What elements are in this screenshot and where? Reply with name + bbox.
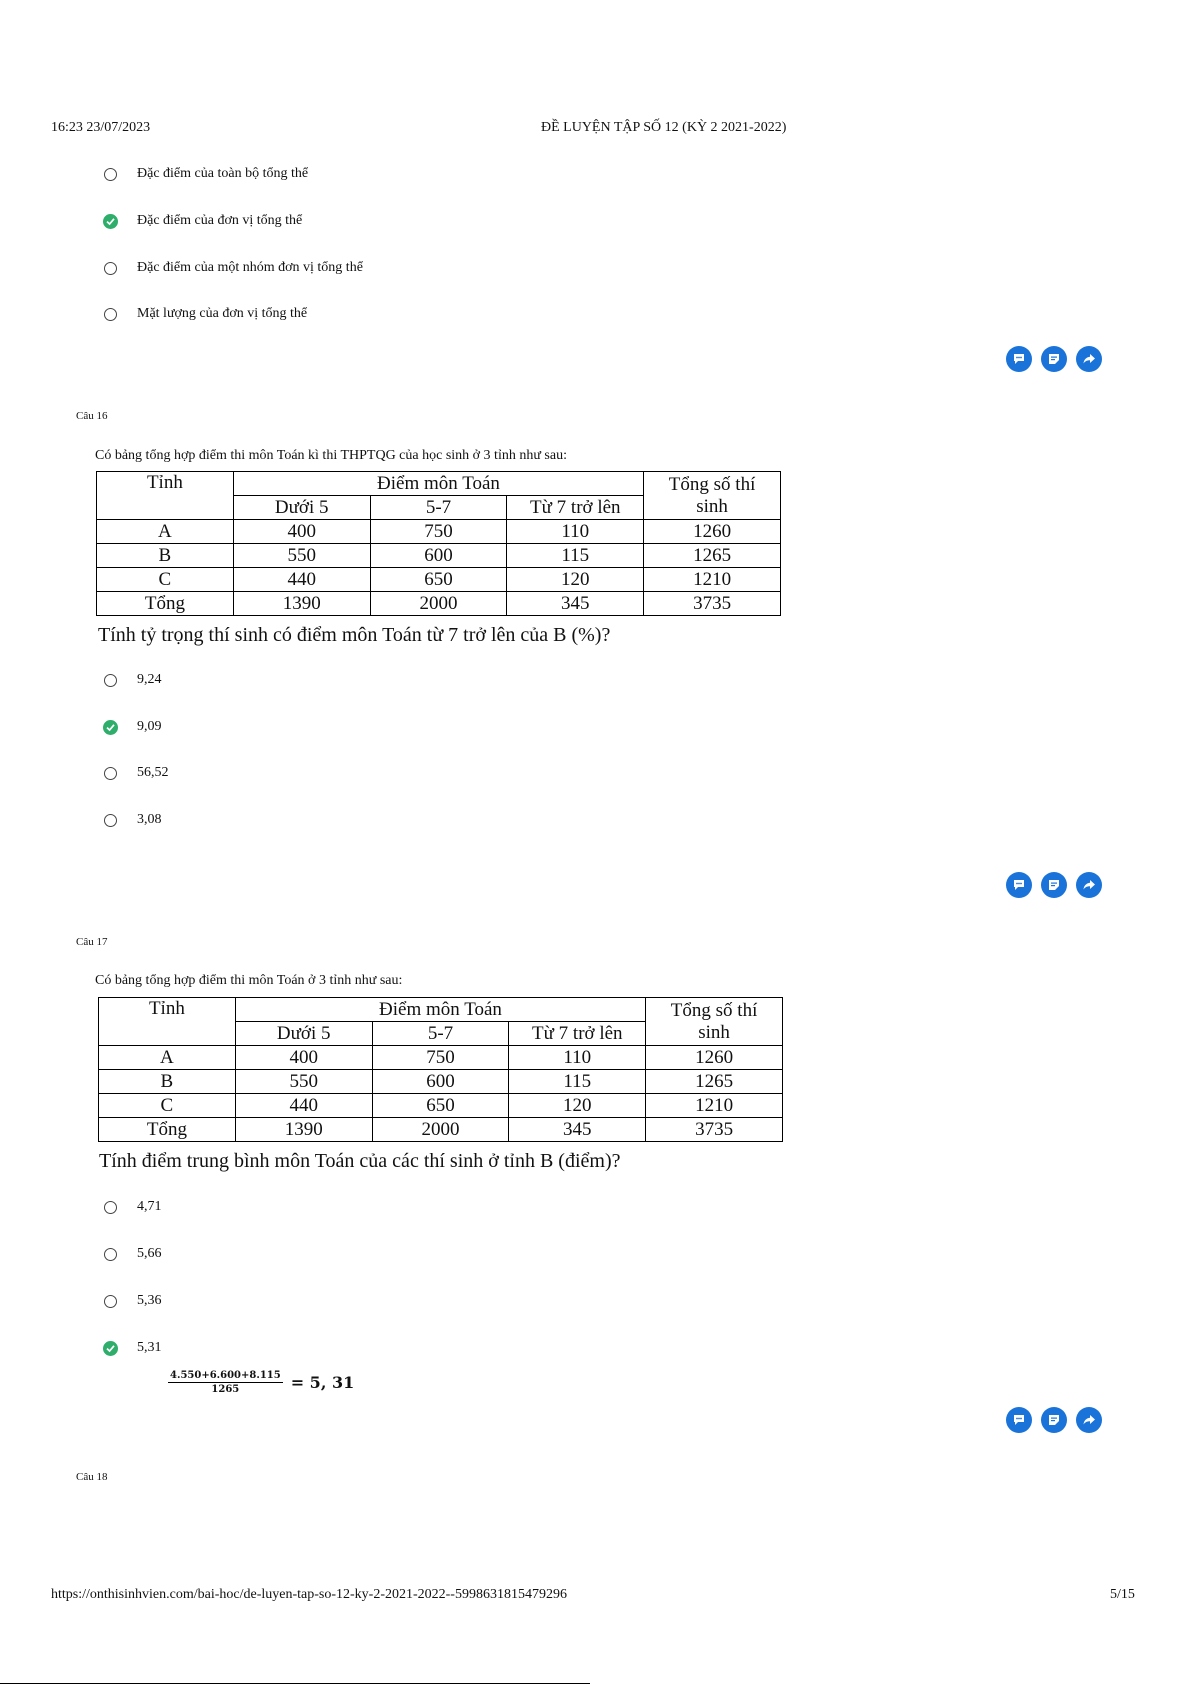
cell: 1210	[646, 1094, 783, 1118]
radio-icon[interactable]	[104, 1201, 117, 1214]
header-7plus: Từ 7 trở lên	[507, 496, 644, 520]
cell: 110	[507, 520, 644, 544]
answer-explanation	[168, 1370, 354, 1395]
print-datetime: 16:23 23/07/2023	[51, 120, 151, 135]
radio-icon[interactable]	[104, 308, 117, 321]
cell: 400	[235, 1046, 372, 1070]
share-icon	[1082, 352, 1096, 366]
header-5-7: 5-7	[370, 496, 507, 520]
option-label: 5,31	[137, 1340, 162, 1355]
cell: C	[99, 1094, 236, 1118]
q17-option-4[interactable]	[104, 1337, 162, 1359]
cell: C	[97, 568, 234, 592]
cell: 1265	[644, 544, 781, 568]
q16-option-2[interactable]	[104, 716, 162, 738]
cell: 1210	[644, 568, 781, 592]
table-row	[97, 520, 781, 544]
question-label: Câu 18	[76, 1471, 108, 1483]
cell: 345	[509, 1118, 646, 1142]
header-total-line1: Tổng số thí	[668, 473, 756, 495]
cell: 600	[372, 1070, 509, 1094]
q17-option-2[interactable]	[104, 1243, 162, 1265]
share-icon	[1082, 1413, 1096, 1427]
q16-actions	[1006, 872, 1102, 898]
q15-option-2[interactable]	[104, 210, 302, 232]
cell: 650	[370, 568, 507, 592]
cell: 1265	[646, 1070, 783, 1094]
cell: 345	[507, 592, 644, 616]
score-table	[96, 471, 781, 616]
radio-icon[interactable]	[104, 168, 117, 181]
radio-icon[interactable]	[104, 674, 117, 687]
q16-option-3[interactable]	[104, 762, 169, 784]
score-table	[98, 997, 783, 1142]
option-label: 5,36	[137, 1293, 162, 1308]
cell: B	[97, 544, 234, 568]
question-text: Tính điểm trung bình môn Toán của các thí sinh ở tỉnh B (điểm)?	[99, 1150, 621, 1172]
cell: 3735	[646, 1118, 783, 1142]
cell: Tổng	[97, 592, 234, 616]
header-total-line2: sinh	[698, 1021, 730, 1043]
q17-option-1[interactable]	[104, 1196, 162, 1218]
note-button[interactable]	[1041, 1407, 1067, 1433]
formula-result: = 5, 31	[290, 1373, 355, 1392]
header-province: Tỉnh	[99, 998, 236, 1046]
note-icon	[1047, 878, 1061, 892]
comment-icon	[1012, 878, 1026, 892]
cell: 650	[372, 1094, 509, 1118]
header-total	[644, 472, 781, 520]
check-circle-icon[interactable]	[103, 214, 118, 229]
option-label: 4,71	[137, 1199, 162, 1214]
cell: 2000	[372, 1118, 509, 1142]
formula-fraction	[168, 1370, 283, 1395]
cell: 600	[370, 544, 507, 568]
q17-option-3[interactable]	[104, 1290, 162, 1312]
option-label: 3,08	[137, 812, 162, 827]
note-button[interactable]	[1041, 872, 1067, 898]
share-button[interactable]	[1076, 1407, 1102, 1433]
cell: 1260	[646, 1046, 783, 1070]
header-total-line2: sinh	[696, 495, 728, 517]
question-text: Tính tỷ trọng thí sinh có điểm môn Toán từ 7 trở lên của B (%)?	[98, 624, 611, 646]
header-province: Tỉnh	[97, 472, 234, 520]
q16-option-4[interactable]	[104, 809, 162, 831]
cell: Tổng	[99, 1118, 236, 1142]
header-7plus: Từ 7 trở lên	[509, 1022, 646, 1046]
option-label: Đặc điểm của đơn vị tổng thể	[137, 213, 303, 228]
comment-icon	[1012, 352, 1026, 366]
cell: A	[99, 1046, 236, 1070]
table-row	[97, 592, 781, 616]
table-row	[99, 1118, 783, 1142]
cell: 2000	[370, 592, 507, 616]
cell: 440	[233, 568, 370, 592]
page-title: ĐỀ LUYỆN TẬP SỐ 12 (KỲ 2 2021-2022)	[541, 120, 787, 135]
option-label: Đặc điểm của một nhóm đơn vị tổng thể	[137, 260, 363, 275]
q15-actions	[1006, 346, 1102, 372]
share-button[interactable]	[1076, 346, 1102, 372]
table-row	[99, 1046, 783, 1070]
cell: 115	[507, 544, 644, 568]
cell: 750	[370, 520, 507, 544]
table-row	[97, 544, 781, 568]
option-label: 9,24	[137, 672, 162, 687]
cell: B	[99, 1070, 236, 1094]
radio-icon[interactable]	[104, 262, 117, 275]
bottom-divider	[0, 1683, 590, 1684]
header-scores: Điểm môn Toán	[233, 472, 643, 496]
note-icon	[1047, 1413, 1061, 1427]
check-circle-icon[interactable]	[103, 720, 118, 735]
radio-icon[interactable]	[104, 814, 117, 827]
cell: 1260	[644, 520, 781, 544]
cell: 440	[235, 1094, 372, 1118]
radio-icon[interactable]	[104, 1295, 117, 1308]
share-icon	[1082, 878, 1096, 892]
question-label: Câu 16	[76, 410, 108, 422]
cell: 400	[233, 520, 370, 544]
question-intro: Có bảng tổng hợp điểm thi môn Toán kì thi THPTQG của học sinh ở 3 tỉnh như sau:	[95, 448, 567, 463]
cell: 120	[507, 568, 644, 592]
comment-icon	[1012, 1413, 1026, 1427]
comment-button[interactable]	[1006, 346, 1032, 372]
cell: 3735	[644, 592, 781, 616]
header-scores: Điểm môn Toán	[235, 998, 645, 1022]
cell: 110	[509, 1046, 646, 1070]
q16-option-1[interactable]	[104, 669, 162, 691]
header-5-7: 5-7	[372, 1022, 509, 1046]
cell: 1390	[233, 592, 370, 616]
radio-icon[interactable]	[104, 1248, 117, 1261]
cell: 115	[509, 1070, 646, 1094]
table-row	[97, 568, 781, 592]
question-intro: Có bảng tổng hợp điểm thi môn Toán ở 3 tỉnh như sau:	[95, 973, 403, 988]
header-below5: Dưới 5	[233, 496, 370, 520]
cell: 120	[509, 1094, 646, 1118]
comment-button[interactable]	[1006, 1407, 1032, 1433]
page-number: 5/15	[1110, 1587, 1135, 1602]
cell: 750	[372, 1046, 509, 1070]
table-row	[99, 1094, 783, 1118]
radio-icon[interactable]	[104, 767, 117, 780]
option-label: Mặt lượng của đơn vị tổng thể	[137, 306, 308, 321]
option-label: 56,52	[137, 765, 169, 780]
footer-url[interactable]: https://onthisinhvien.com/bai-hoc/de-luyen-tap-so-12-ky-2-2021-2022--5998631815479296	[51, 1587, 567, 1602]
q17-actions	[1006, 1407, 1102, 1433]
q15-option-4[interactable]	[104, 303, 307, 325]
header-total	[646, 998, 783, 1046]
q15-option-3[interactable]	[104, 257, 363, 279]
cell: A	[97, 520, 234, 544]
formula-numerator: 4.550+6.600+8.115	[170, 1370, 281, 1381]
table-row	[99, 1070, 783, 1094]
q15-option-1[interactable]	[104, 163, 308, 185]
formula-denominator: 1265	[211, 1384, 240, 1395]
note-button[interactable]	[1041, 346, 1067, 372]
option-label: 5,66	[137, 1246, 162, 1261]
cell: 1390	[235, 1118, 372, 1142]
option-label: 9,09	[137, 719, 162, 734]
header-below5: Dưới 5	[235, 1022, 372, 1046]
option-label: Đặc điểm của toàn bộ tổng thể	[137, 166, 309, 181]
note-icon	[1047, 352, 1061, 366]
check-circle-icon[interactable]	[103, 1341, 118, 1356]
comment-button[interactable]	[1006, 872, 1032, 898]
cell: 550	[233, 544, 370, 568]
share-button[interactable]	[1076, 872, 1102, 898]
question-label: Câu 17	[76, 936, 108, 948]
header-total-line1: Tổng số thí	[670, 999, 758, 1021]
cell: 550	[235, 1070, 372, 1094]
